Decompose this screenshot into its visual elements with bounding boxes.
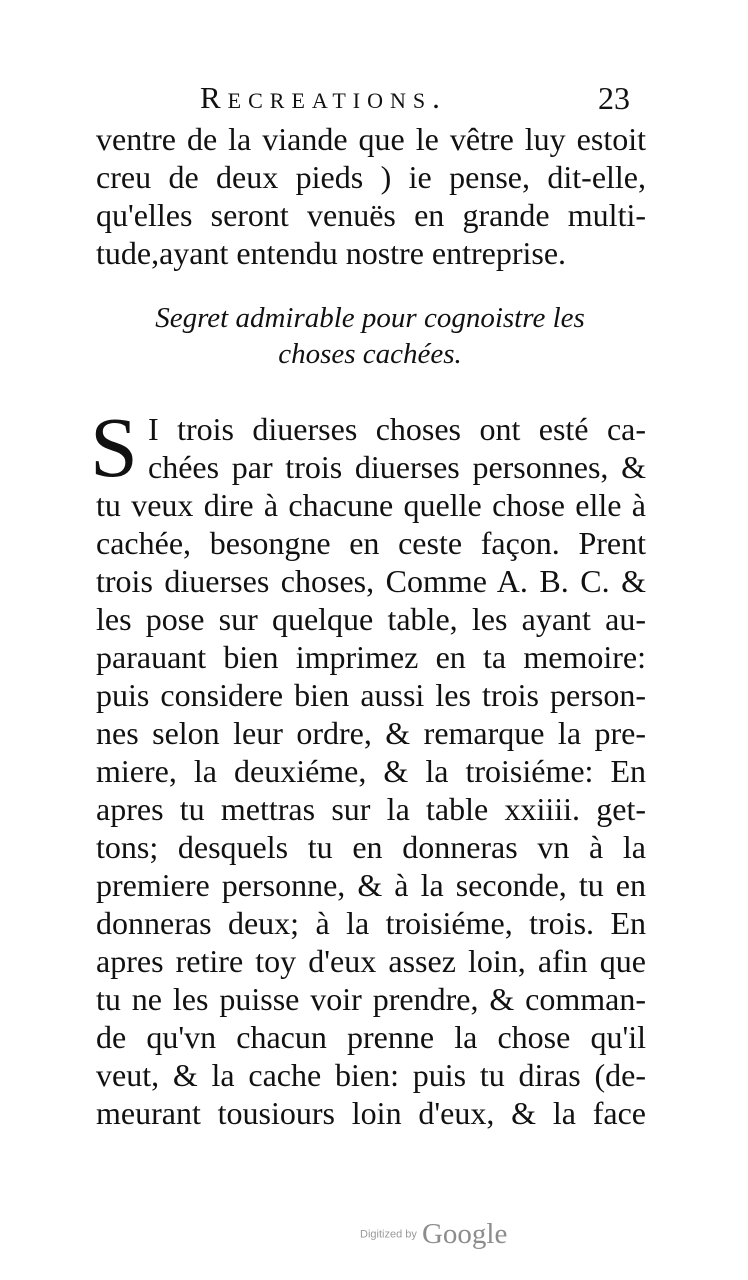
text-line: veut, & la cache bien: puis tu diras (de- <box>96 1057 646 1093</box>
text-line: apres retire toy d'eux assez loin, afin que <box>96 943 646 979</box>
section-title-line: choses cachées. <box>278 338 462 370</box>
running-head: Recreations. <box>200 80 447 115</box>
digitization-watermark <box>360 1218 507 1251</box>
text-line: puis considere bien aussi les trois person- <box>96 677 646 713</box>
text-line: tons; desquels tu en donneras vn à la <box>96 829 646 865</box>
continuation-paragraph <box>96 120 646 272</box>
drop-cap-initial: S <box>90 399 138 495</box>
text-line: donneras deux; à la troisiéme, trois. En <box>96 905 646 941</box>
text-line: meurant tousiours loin d'eux, & la face <box>96 1095 646 1131</box>
watermark-brand: Google <box>421 1218 508 1250</box>
text-line: creu de deux pieds ) ie pense, dit-elle, <box>96 159 646 195</box>
section-title <box>100 300 640 372</box>
text-line: ventre de la viande que le vêtre luy estoit <box>96 121 646 157</box>
page-header <box>200 78 640 122</box>
text-line: cachée, besongne en ceste façon. Prent <box>96 525 646 561</box>
text-line: apres tu mettras sur la table xxiiii. get- <box>96 791 646 827</box>
text-line: parauant bien imprimez en ta memoire: <box>96 639 646 675</box>
text-line: premiere personne, & à la seconde, tu en <box>96 867 646 903</box>
section-title-line: Segret admirable pour cognoistre les <box>155 302 585 334</box>
text-line: I trois diuerses choses ont esté ca- <box>148 411 646 447</box>
page-number: 23 <box>598 80 630 116</box>
text-line: de qu'vn chacun prenne la chose qu'il <box>96 1019 646 1055</box>
text-line: chées par trois diuerses personnes, & <box>148 449 646 485</box>
text-line: tu veux dire à chacune quelle chose elle à <box>96 487 646 523</box>
text-line: tude,ayant entendu nostre entreprise. <box>96 235 567 271</box>
text-line: trois diuerses choses, Comme A. B. C. & <box>96 563 646 599</box>
text-line: miere, la deuxiéme, & la troisiéme: En <box>96 753 646 789</box>
body-paragraph <box>90 399 646 1132</box>
text-line: les pose sur quelque table, les ayant au- <box>96 601 646 637</box>
text-line: qu'elles seront venuës en grande multi- <box>96 197 646 233</box>
watermark-prefix: Digitized by <box>360 1228 417 1241</box>
text-line: tu ne les puisse voir prendre, & comman- <box>96 981 646 1017</box>
text-line: nes selon leur ordre, & remarque la pre- <box>96 715 646 751</box>
